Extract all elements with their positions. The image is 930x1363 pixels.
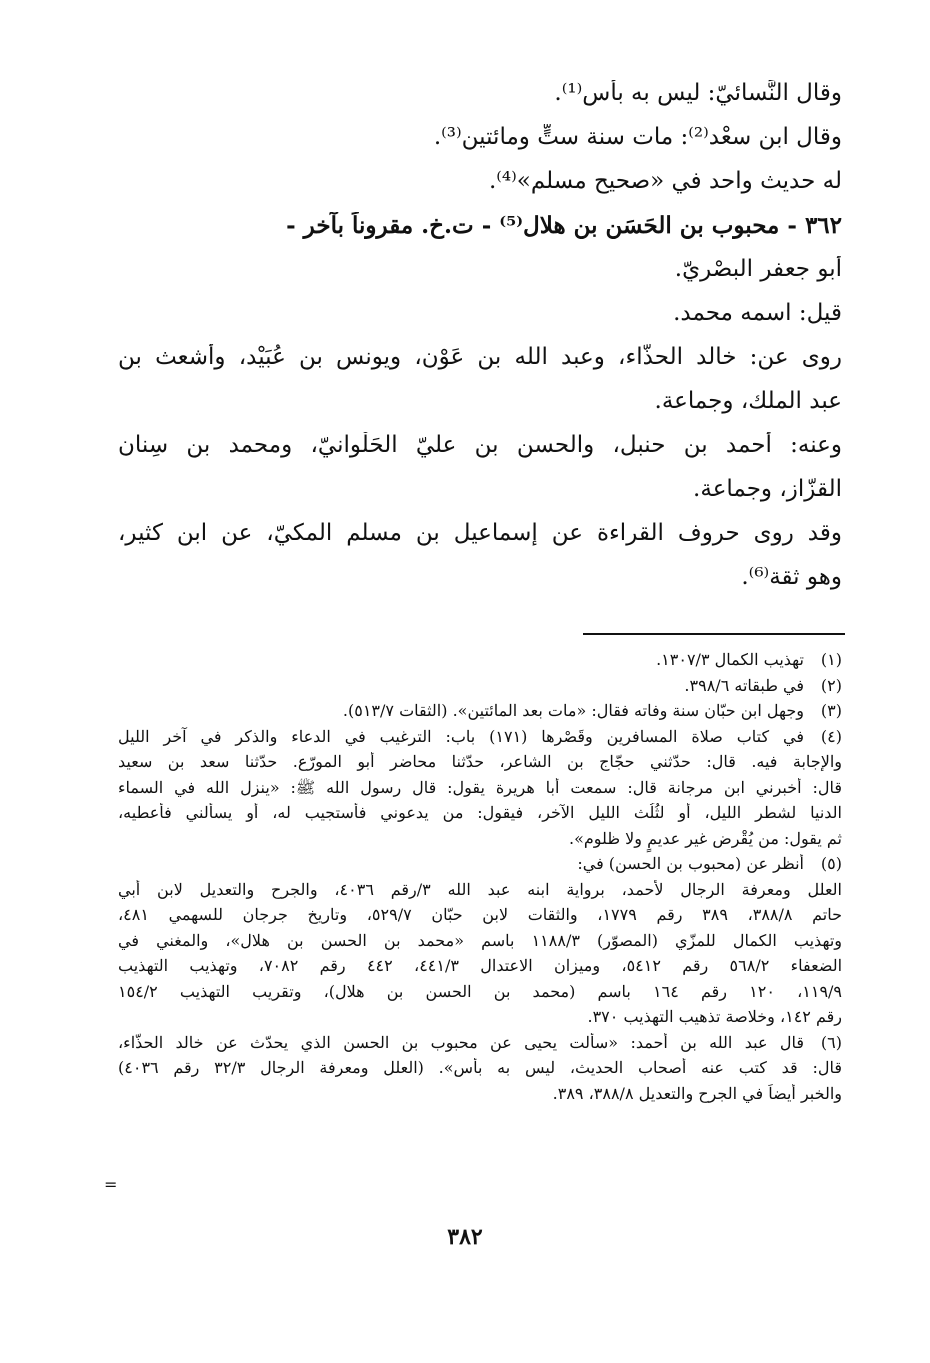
footnote-text: رقم ١٤٢، وخلاصة تذهيب التهذيب ٣٧٠. [587,1007,842,1026]
footnote-text: الدنيا لشطر الليل، أو لثُلُث الليل الآخر، فيقول: من يدعوني فأستجيب له، أو يسألني فأعطيه، [118,803,842,822]
entry-heading: ٣٦٢ - محبوب بن الحَسَن بن هلال⁽⁵⁾ - ت.خ. مقروناً بآخر - [286,212,842,239]
footnote-text: والخبر أيضاً في الجرح والتعديل ٣٨٨/٨، ٣٨٩. [552,1083,842,1103]
footnote-line [118,1058,842,1084]
main-text [118,80,842,608]
text-line: وقد روى حروف القراءة عن إسماعيل بن مسلم المكيّ، عن ابن كثير، [118,520,842,546]
footnote-line [118,778,842,804]
text-line: أبو جعفر البصْريّ. [674,256,842,282]
footnote-line [118,676,842,702]
text-line: عبد الملك، وجماعة. [654,388,842,414]
footnote-line [118,829,842,855]
footnote-text: حاتم ٣٨٨/٨، ٣٨٩ رقم ١٧٧٩، والثقات لابن حبّان ٥٢٩/٧، وتاريخ جرجان للسهمي ٤٨١، [118,905,842,924]
footnote-text: الضعفاء ٥٦٨/٢ رقم ٥٤١٢، وميزان الاعتدال ٤٤١/٣، ٤٤٢ رقم ٧٠٨٢، وتهذيب التهذيب [118,956,842,975]
footnote-line [118,956,842,982]
footnote-line [118,854,842,880]
footnote-text: قال عبد الله بن أحمد: «سألت يحيى عن محبوب بن الحسن الذي يحدّث عن خالد الحذّاء، [118,1032,804,1052]
footnote-text: وتهذيب الكمال للمزّي (المصوّر) ١١٨٨/٣ باسم «محمد بن الحسن بن هلال»، والمغني في [118,930,842,950]
footnote-line [118,752,842,778]
footnote-number: (٦) [820,1032,842,1052]
footnote-number: (٤) [820,726,842,746]
footnote-line [118,982,842,1008]
footnote-line [118,880,842,906]
footnote-text: في كتاب صلاة المسافرين وقَصْرها (١٧١) باب: الترغيب في الدعاء والذكر في آخر الليل [118,726,805,746]
page-number: ٣٨٢ [447,1224,483,1250]
footnote-text: والإجابة فيه. قال: حدّثني حجّاج بن الشاعر، حدّثنا محاضر أبو المورّع. حدّثنا سعد بن سعيد [118,752,842,771]
footnote-number: (١) [820,650,842,669]
text-line: له حديث واحد في «صحيح مسلم»⁽⁴⁾. [488,168,842,194]
text-line: وعنه: أحمد بن حنبل، والحسن بن عليّ الحَلْوانيّ، ومحمد بن سِنان [118,432,842,458]
text-line: وقال النَّسائيّ: ليس به بأس⁽¹⁾. [554,80,842,106]
footnote-text: ١١٩/٩، ١٢٠ رقم ١٦٤ باسم (محمد بن الحسن بن هلال)، وتقريب التهذيب ١٥٤/٢ [118,981,842,1001]
footnote-line [118,650,842,676]
footnote-text: في طبقاته ٣٩٨/٦. [684,675,804,695]
text-line: وهو ثقة⁽⁶⁾. [741,564,842,590]
footnote-number: (٥) [820,854,842,873]
text-line: القزّاز، وجماعة. [693,476,842,502]
footnote-line [118,1033,842,1059]
footnote-line [118,931,842,957]
footnote-text: أنظر عن (محبوب بن الحسن) في: [577,854,804,873]
footnote-text: العلل ومعرفة الرجال لأحمد، برواية ابنه عبد الله ٣/رقم ٤٠٣٦، والجرح والتعديل لابن أبي [118,879,842,899]
footnote-line [118,905,842,931]
footnote-text: وجهل ابن حبّان سنة وفاته فقال: «مات بعد المائتين». (الثقات ٥١٣/٧). [342,701,804,720]
text-line: قيل: اسمه محمد. [673,300,842,326]
footnote-line [118,1084,842,1110]
text-line: روى عن: خالد الحذّاء، وعبد الله بن عَوْن، ويونس بن عُبَيْد، وأشعث بن [118,344,842,370]
continuation-mark: = [104,1175,118,1194]
footnote-text: قال: قد كتب عنه أصحاب الحديث، ليس به بأس». (العلل ومعرفة الرجال ٣٢/٣ رقم ٤٠٣٦) [118,1058,842,1077]
footnote-line [118,727,842,753]
footnote-number: (٢) [820,675,842,695]
footnote-line [118,1007,842,1033]
footnote-text: ثم يقول: من يُقْرض غير عديمٍ ولا ظلوم». [569,828,842,848]
text-line: وقال ابن سعْد⁽²⁾: مات سنة ستٍّ ومائتين⁽³⁾. [433,124,842,150]
footnote-number: (٣) [820,701,842,720]
footnote-line [118,701,842,727]
footnotes [118,650,842,1109]
footnote-text: قال: أخبرني ابن مرجانة قال: سمعت أبا هريرة يقول: قال رسول الله ﷺ: «ينزل الله في السماء [118,777,842,797]
footnote-text: تهذيب الكمال ١٣٠٧/٣. [656,650,804,669]
footnote-line [118,803,842,829]
footnote-separator [583,633,845,635]
